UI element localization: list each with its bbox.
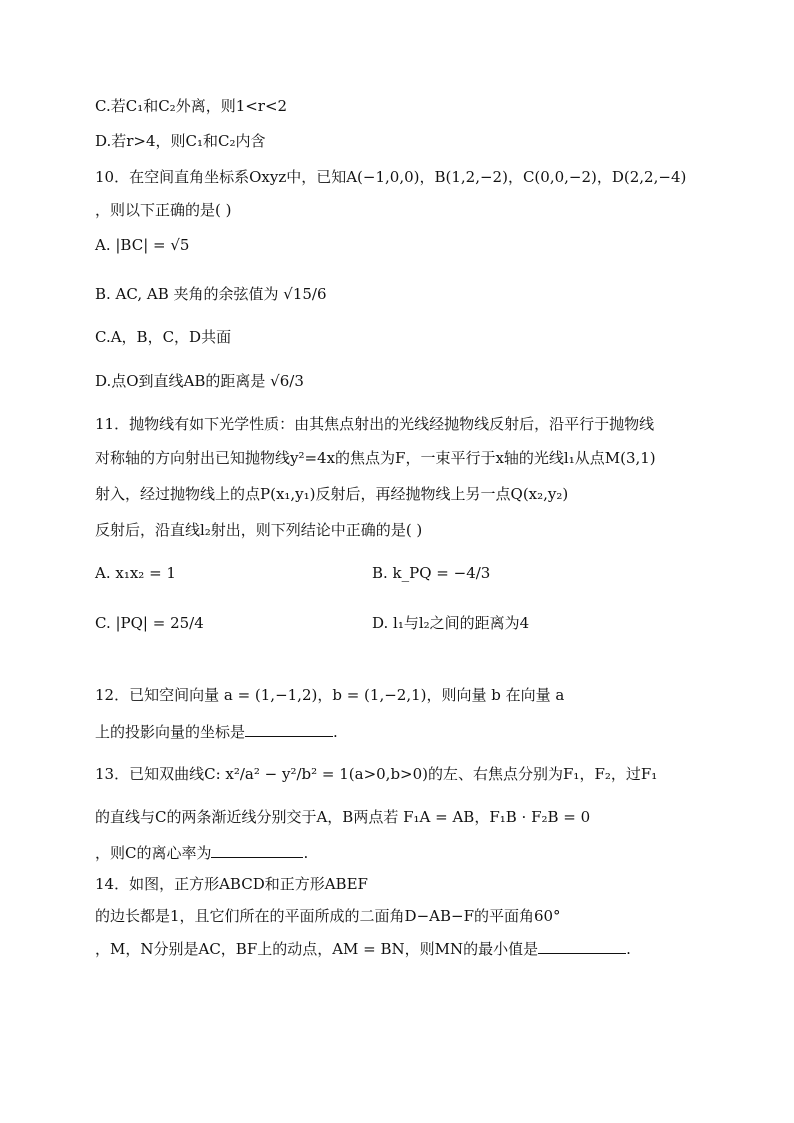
q11-stem-line-2: 对称轴的方向射出已知抛物线y²=4x的焦点为F，一束平行于x轴的光线l₁从点M(3,1) (95, 449, 656, 467)
q13-answer-blank[interactable] (211, 843, 303, 858)
q9-option-d: D.若r>4，则C₁和C₂内含 (95, 132, 266, 150)
q12-answer-blank[interactable] (245, 722, 333, 737)
q10-option-b: B. AC, AB 夹角的余弦值为 √15/6 (95, 285, 327, 303)
q14-line-3 (95, 939, 631, 959)
q11-stem-line-1: 11．抛物线有如下光学性质：由其焦点射出的光线经抛物线反射后，沿平行于抛物线 (95, 415, 655, 433)
q10-option-c: C.A，B，C，D共面 (95, 328, 232, 346)
q14-answer-blank[interactable] (538, 939, 626, 954)
q9-option-c: C.若C₁和C₂外离，则1<r<2 (95, 97, 288, 115)
q10-stem-line-2: ，则以下正确的是( ) (95, 201, 232, 219)
q13-line-3 (95, 843, 308, 863)
q14-line-3-text: ，M，N分别是AC，BF上的动点，AM = BN，则MN的最小值是 (95, 940, 539, 958)
q12-line-1: 12．已知空间向量 a = (1,−1,2)，b = (1,−2,1)，则向量 b 在向量 a (95, 686, 565, 704)
q14-line-2: 的边长都是1，且它们所在的平面所成的二面角D−AB−F的平面角60° (95, 907, 561, 925)
period: . (626, 940, 631, 958)
q11-option-a: A. x₁x₂ = 1 (95, 564, 176, 582)
q10-stem-line-1: 10．在空间直角坐标系Oxyz中，已知A(−1,0,0)，B(1,2,−2)，C(0,0,−2)，D(2,2,−4) (95, 168, 687, 186)
q11-option-b: B. k_PQ = −4/3 (372, 564, 491, 582)
q13-line-3-text: ，则C的离心率为 (95, 844, 212, 862)
q10-option-a: A. |BC| = √5 (95, 236, 190, 254)
q11-stem-line-4: 反射后，沿直线l₂射出，则下列结论中正确的是( ) (95, 521, 423, 539)
q11-stem-line-3: 射入，经过抛物线上的点P(x₁,y₁)反射后，再经抛物线上另一点Q(x₂,y₂) (95, 485, 569, 503)
q14-line-1: 14．如图，正方形ABCD和正方形ABEF (95, 875, 368, 893)
period: . (303, 844, 309, 862)
q11-option-c: C. |PQ| = 25/4 (95, 614, 204, 632)
q13-line-1: 13．已知双曲线C: x²/a² − y²/b² = 1(a>0,b>0)的左、右焦点分别为F₁，F₂，过F₁ (95, 765, 658, 783)
q10-option-d: D.点O到直线AB的距离是 √6/3 (95, 372, 304, 390)
q12-line-2-text: 上的投影向量的坐标是 (95, 723, 246, 741)
q12-line-2 (95, 722, 338, 742)
period: . (333, 723, 338, 741)
q11-option-d: D. l₁与l₂之间的距离为4 (372, 614, 530, 632)
q13-line-2: 的直线与C的两条渐近线分别交于A，B两点若 F₁A = AB，F₁B · F₂B = 0 (95, 808, 591, 826)
